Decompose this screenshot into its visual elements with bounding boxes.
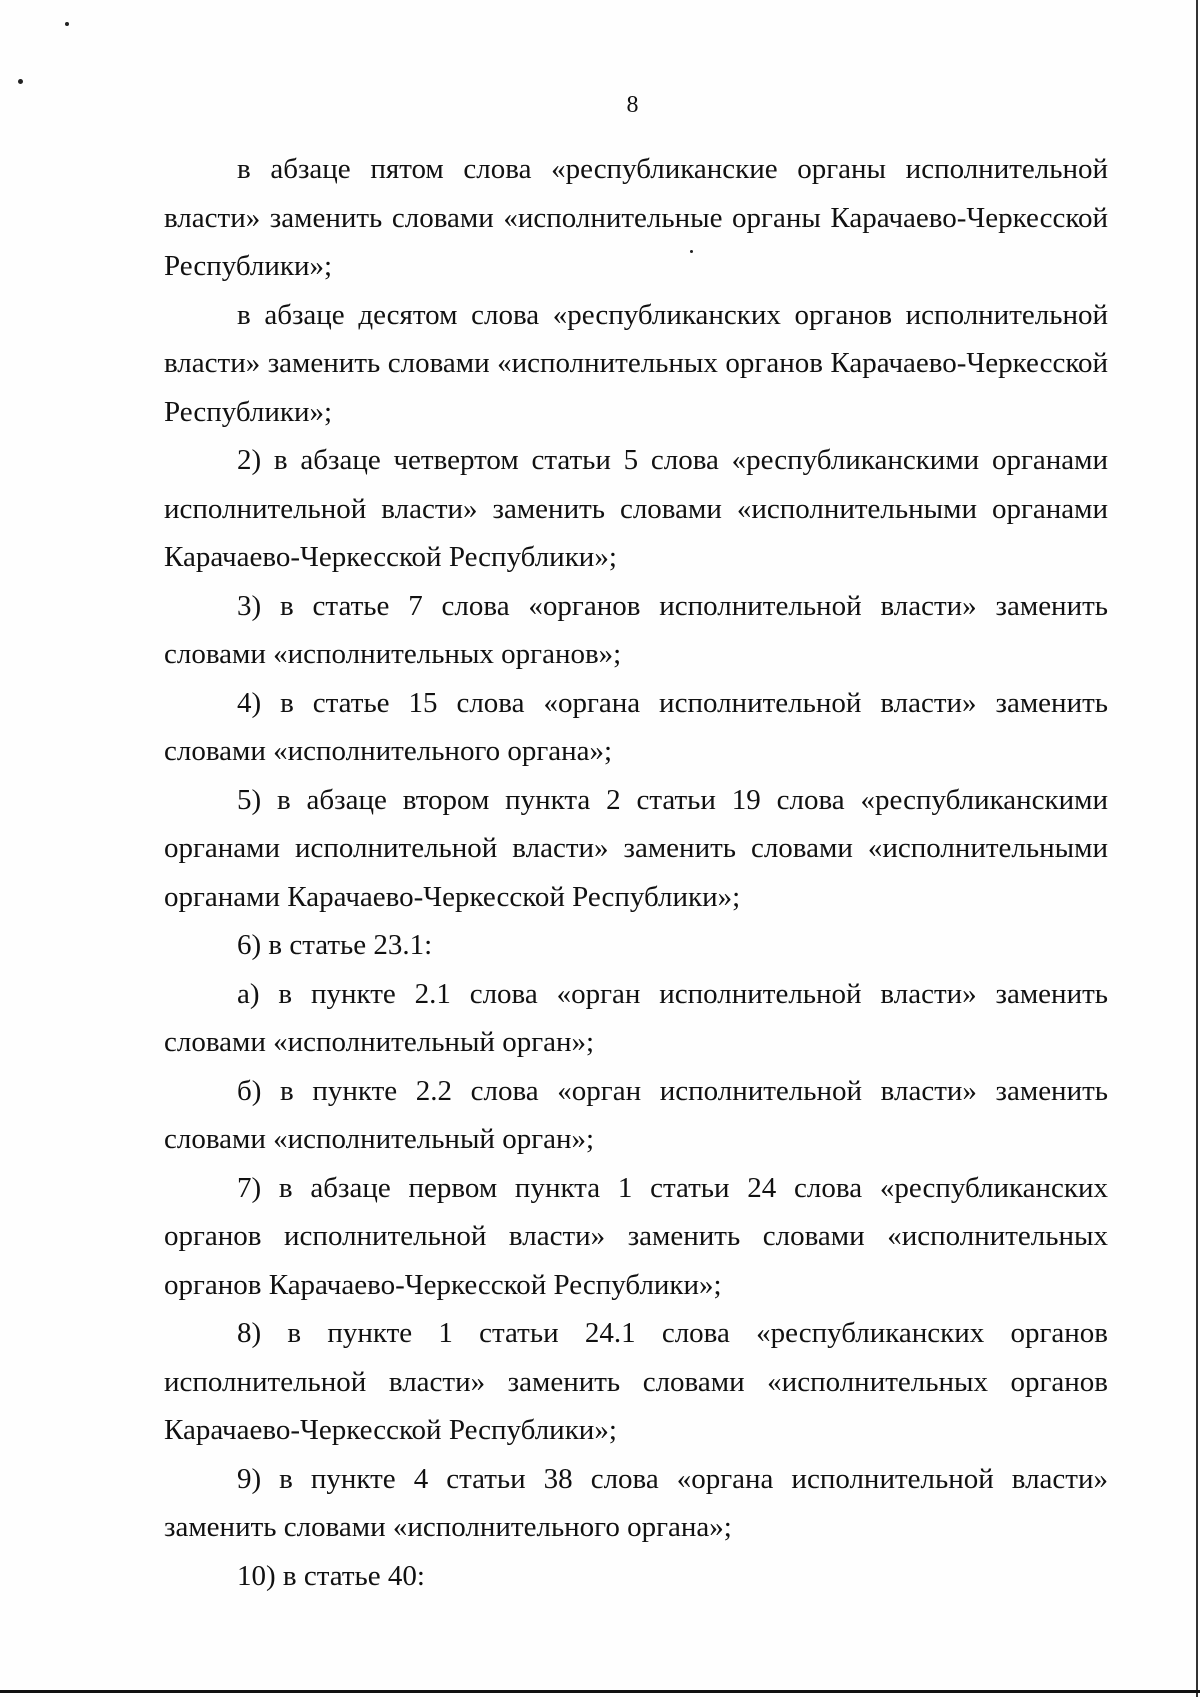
page-number: 8 xyxy=(626,92,639,118)
scan-edge-bottom xyxy=(0,1690,1200,1693)
paragraph: 9) в пункте 4 статьи 38 слова «органа исполнительной власти» заменить словами «исполнительного органа»; xyxy=(164,1462,1108,1543)
paragraph: а) в пункте 2.1 слова «орган исполнительной власти» заменить словами «исполнительный орган»; xyxy=(164,977,1108,1058)
paragraph: в абзаце пятом слова «республиканские органы исполнительной власти» заменить словами «исполнительные органы Карачаево-Черкесской Республики»; xyxy=(164,153,1108,282)
paragraph: 8) в пункте 1 статьи 24.1 слова «республиканских органов исполнительной власти» заменить словами «исполнительных органов Карачаево-Черкесской Республики»; xyxy=(164,1317,1108,1446)
paragraph: 4) в статье 15 слова «органа исполнительной власти» заменить словами «исполнительного органа»; xyxy=(164,686,1108,767)
paragraph: 6) в статье 23.1: xyxy=(237,929,433,961)
scan-speck xyxy=(65,22,69,26)
document-body xyxy=(164,145,1108,1600)
paragraph: 3) в статье 7 слова «органов исполнительной власти» заменить словами «исполнительных органов»; xyxy=(164,589,1108,670)
scan-edge-right xyxy=(1196,0,1198,1697)
paragraph: 10) в статье 40: xyxy=(237,1559,425,1592)
paragraph: б) в пункте 2.2 слова «орган исполнительной власти» заменить словами «исполнительный орган»; xyxy=(164,1074,1108,1155)
scan-speck xyxy=(18,79,23,84)
paragraph: 2) в абзаце четвертом статьи 5 слова «республиканскими органами исполнительной власти» заменить словами «исполнительными органами Карачаево-Черкесской Республики»; xyxy=(164,444,1108,573)
paragraph: 7) в абзаце первом пункта 1 статьи 24 слова «республиканских органов исполнительной власти» заменить словами «исполнительных органов Карачаево-Черкесской Республики»; xyxy=(164,1171,1108,1301)
paragraph: в абзаце десятом слова «республиканских органов исполнительной власти» заменить словами «исполнительных органов Карачаево-Черкесской Республики»; xyxy=(164,298,1108,428)
paragraph: 5) в абзаце втором пункта 2 статьи 19 слова «республиканскими органами исполнительной власти» заменить словами «исполнительными органами Карачаево-Черкесской Республики»; xyxy=(164,783,1108,913)
